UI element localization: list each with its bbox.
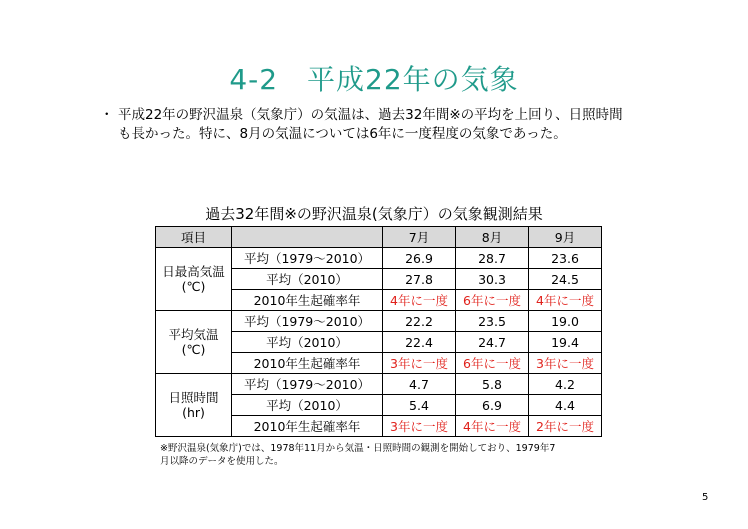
table-row (156, 311, 602, 332)
category-sunshine: 日照時間 (hr) (156, 374, 232, 437)
table-cell: 24.7 (456, 332, 529, 353)
summary-line-1: ・ 平成22年の野沢温泉（気象庁）の気温は、過去32年間※の平均を上回り、日照時間 (100, 107, 623, 123)
row-label: 2010年生起確率年 (232, 353, 383, 374)
weather-table (155, 226, 602, 437)
table-row (156, 374, 602, 395)
probability-cell: 3年に一度 (529, 353, 602, 374)
table-cell: 19.4 (529, 332, 602, 353)
table-cell: 24.5 (529, 269, 602, 290)
table-cell: 27.8 (383, 269, 456, 290)
category-mean-temp: 平均気温 (℃) (156, 311, 232, 374)
bullet-marker: ・ (100, 107, 114, 123)
header-blank (232, 227, 383, 248)
table-cell: 23.5 (456, 311, 529, 332)
footnote-line-2: 月以降のデータを使用した。 (160, 456, 284, 467)
probability-cell: 3年に一度 (383, 416, 456, 437)
header-item: 項目 (156, 227, 232, 248)
probability-cell: 3年に一度 (383, 353, 456, 374)
footnote (160, 442, 620, 468)
row-label: 平均（2010） (232, 332, 383, 353)
page-number: 5 (702, 492, 709, 503)
summary-line-2: も長かった。特に、8月の気温については6年に一度程度の気象であった。 (118, 126, 567, 142)
row-label: 2010年生起確率年 (232, 416, 383, 437)
probability-cell: 4年に一度 (383, 290, 456, 311)
table-cell: 28.7 (456, 248, 529, 269)
header-aug: 8月 (456, 227, 529, 248)
table-cell: 26.9 (383, 248, 456, 269)
header-sep: 9月 (529, 227, 602, 248)
table-cell: 5.4 (383, 395, 456, 416)
table-cell: 23.6 (529, 248, 602, 269)
table-title: 過去32年間※の野沢温泉(気象庁）の気象観測結果 (205, 205, 543, 223)
table-cell: 19.0 (529, 311, 602, 332)
table-row (156, 248, 602, 269)
footnote-line-1: ※野沢温泉(気象庁)では、1978年11月から気温・日照時間の観測を開始しており、1979年7 (160, 443, 556, 454)
category-max-temp: 日最高気温 (℃) (156, 248, 232, 311)
table-cell: 22.2 (383, 311, 456, 332)
table-cell: 6.9 (456, 395, 529, 416)
probability-cell: 6年に一度 (456, 290, 529, 311)
header-jul: 7月 (383, 227, 456, 248)
page-title: 4-2 平成22年の気象 (229, 63, 519, 96)
table-cell: 4.2 (529, 374, 602, 395)
table-header-row (156, 227, 602, 248)
row-label: 平均（2010） (232, 395, 383, 416)
row-label: 平均（1979〜2010） (232, 311, 383, 332)
row-label: 平均（1979〜2010） (232, 248, 383, 269)
row-label: 2010年生起確率年 (232, 290, 383, 311)
table-cell: 4.4 (529, 395, 602, 416)
table-cell: 4.7 (383, 374, 456, 395)
table-cell: 22.4 (383, 332, 456, 353)
row-label: 平均（1979〜2010） (232, 374, 383, 395)
table-cell: 5.8 (456, 374, 529, 395)
table-cell: 30.3 (456, 269, 529, 290)
probability-cell: 2年に一度 (529, 416, 602, 437)
probability-cell: 4年に一度 (529, 290, 602, 311)
summary-bullet (100, 106, 700, 144)
probability-cell: 6年に一度 (456, 353, 529, 374)
probability-cell: 4年に一度 (456, 416, 529, 437)
row-label: 平均（2010） (232, 269, 383, 290)
